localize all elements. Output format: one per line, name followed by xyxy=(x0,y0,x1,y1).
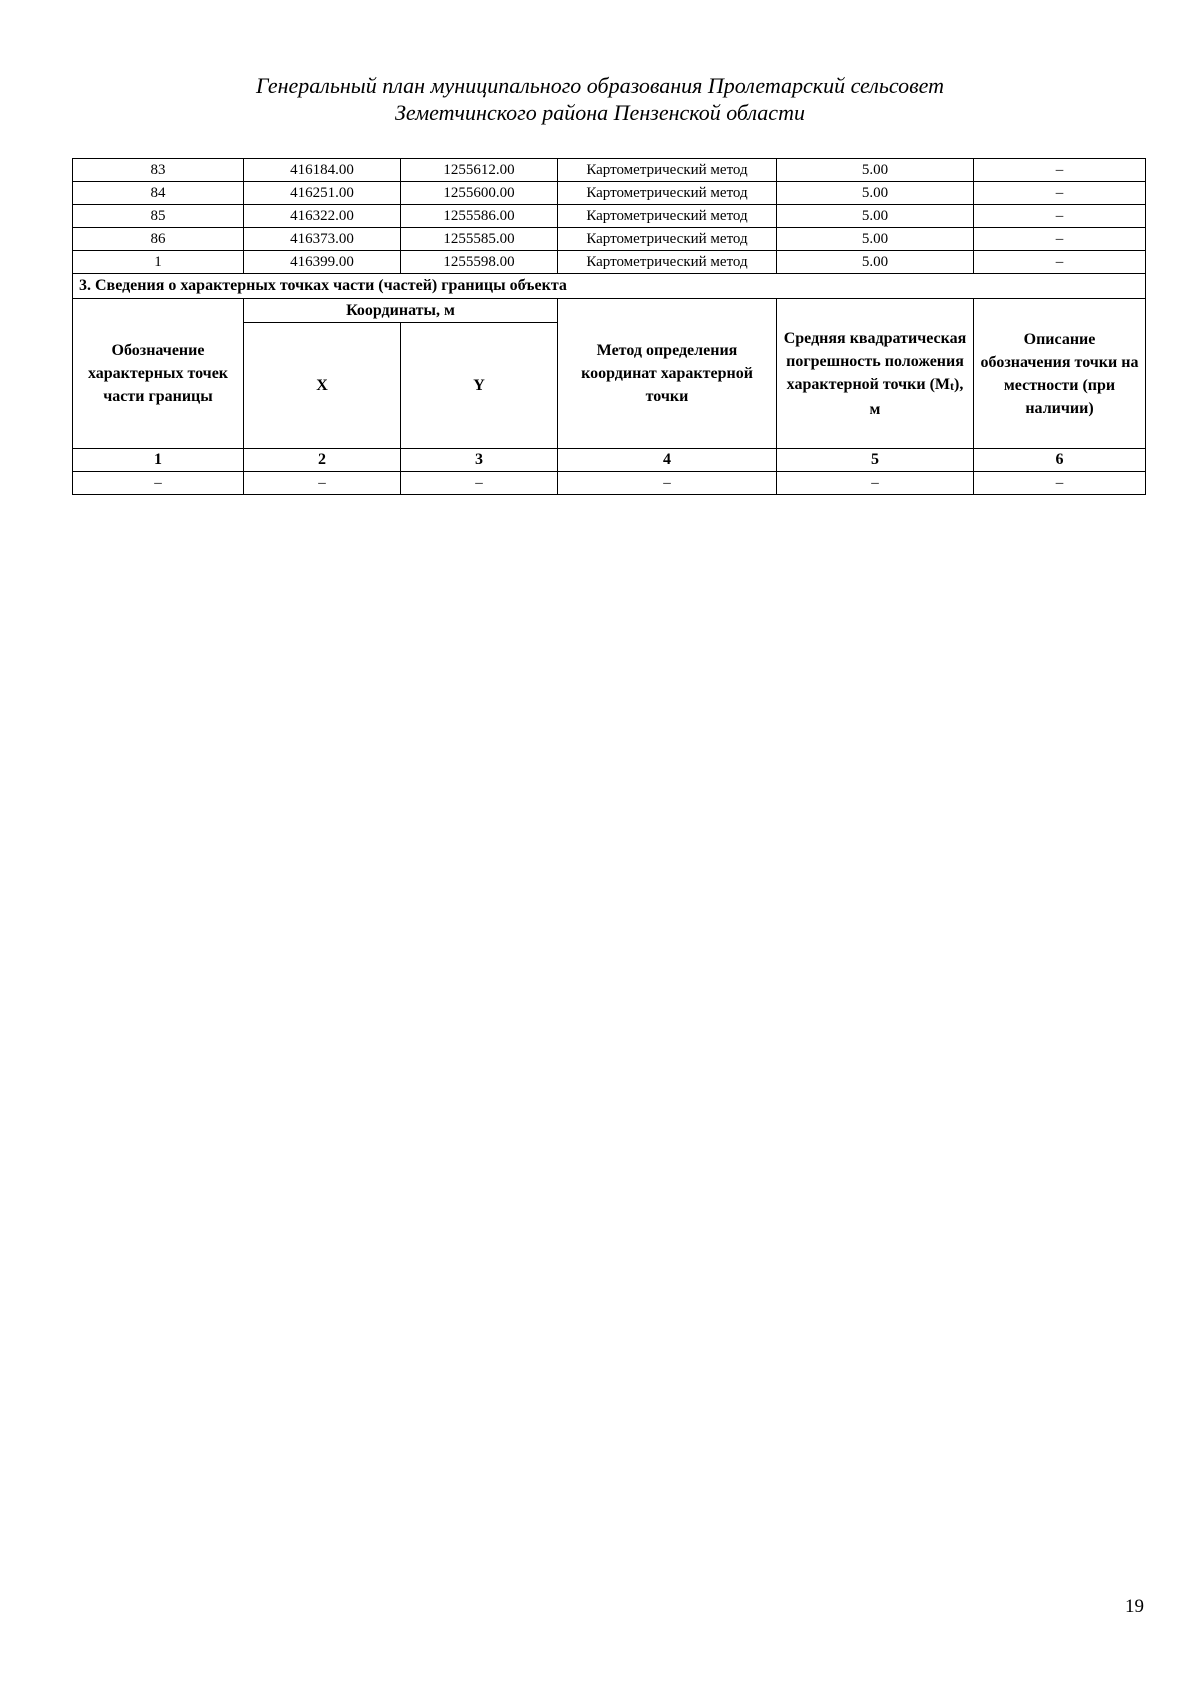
method-cell: Картометрический метод xyxy=(558,182,777,205)
header-point-designation: Обозначение характерных точек части границы xyxy=(73,299,244,449)
header-row-top xyxy=(73,299,1146,323)
table-row xyxy=(73,251,1146,274)
empty-cell: – xyxy=(558,472,777,495)
table-row xyxy=(73,205,1146,228)
empty-cell: – xyxy=(777,472,974,495)
point-cell: 1 xyxy=(73,251,244,274)
error-cell: 5.00 xyxy=(777,159,974,182)
column-number: 4 xyxy=(558,449,777,472)
desc-cell: – xyxy=(974,182,1146,205)
point-cell: 84 xyxy=(73,182,244,205)
header-line-1: Генеральный план муниципального образования Пролетарский сельсовет xyxy=(255,73,944,98)
header-mean-error-tail: ), м xyxy=(869,375,964,418)
page-number: 19 xyxy=(1125,1596,1144,1617)
point-cell: 83 xyxy=(73,159,244,182)
header-line-2: Земетчинского района Пензенской области xyxy=(395,100,805,125)
y-cell: 1255598.00 xyxy=(401,251,558,274)
table-row xyxy=(73,182,1146,205)
desc-cell: – xyxy=(974,159,1146,182)
method-cell: Картометрический метод xyxy=(558,159,777,182)
header-mean-error-text: Средняя квадратическая погрешность положения характерной точки (M xyxy=(783,329,967,393)
column-number: 2 xyxy=(244,449,401,472)
y-cell: 1255585.00 xyxy=(401,228,558,251)
error-cell: 5.00 xyxy=(777,228,974,251)
method-cell: Картометрический метод xyxy=(558,228,777,251)
x-cell: 416322.00 xyxy=(244,205,401,228)
column-number: 3 xyxy=(401,449,558,472)
error-cell: 5.00 xyxy=(777,205,974,228)
column-number: 1 xyxy=(73,449,244,472)
error-cell: 5.00 xyxy=(777,182,974,205)
empty-cell: – xyxy=(73,472,244,495)
method-cell: Картометрический метод xyxy=(558,251,777,274)
empty-cell: – xyxy=(401,472,558,495)
x-cell: 416184.00 xyxy=(244,159,401,182)
point-cell: 86 xyxy=(73,228,244,251)
desc-cell: – xyxy=(974,205,1146,228)
column-numbers-row xyxy=(73,449,1146,472)
x-cell: 416399.00 xyxy=(244,251,401,274)
table-row xyxy=(73,228,1146,251)
empty-data-row xyxy=(73,472,1146,495)
coordinates-table xyxy=(72,158,1146,495)
document-header xyxy=(0,72,1200,126)
header-x: X xyxy=(244,323,401,449)
x-cell: 416251.00 xyxy=(244,182,401,205)
table-row xyxy=(73,159,1146,182)
header-coordinates: Координаты, м xyxy=(244,299,558,323)
empty-cell: – xyxy=(974,472,1146,495)
desc-cell: – xyxy=(974,251,1146,274)
y-cell: 1255600.00 xyxy=(401,182,558,205)
header-y: Y xyxy=(401,323,558,449)
point-cell: 85 xyxy=(73,205,244,228)
header-mean-error-subscript: t xyxy=(950,378,954,393)
column-number: 6 xyxy=(974,449,1146,472)
header-method: Метод определения координат характерной точки xyxy=(558,299,777,449)
header-mean-error xyxy=(777,299,974,449)
empty-cell: – xyxy=(244,472,401,495)
y-cell: 1255586.00 xyxy=(401,205,558,228)
x-cell: 416373.00 xyxy=(244,228,401,251)
section-3-title-row xyxy=(73,274,1146,299)
header-description: Описание обозначения точки на местности (при наличии) xyxy=(974,299,1146,449)
method-cell: Картометрический метод xyxy=(558,205,777,228)
section-3-title: 3. Сведения о характерных точках части (частей) границы объекта xyxy=(73,274,1146,299)
y-cell: 1255612.00 xyxy=(401,159,558,182)
error-cell: 5.00 xyxy=(777,251,974,274)
column-number: 5 xyxy=(777,449,974,472)
desc-cell: – xyxy=(974,228,1146,251)
